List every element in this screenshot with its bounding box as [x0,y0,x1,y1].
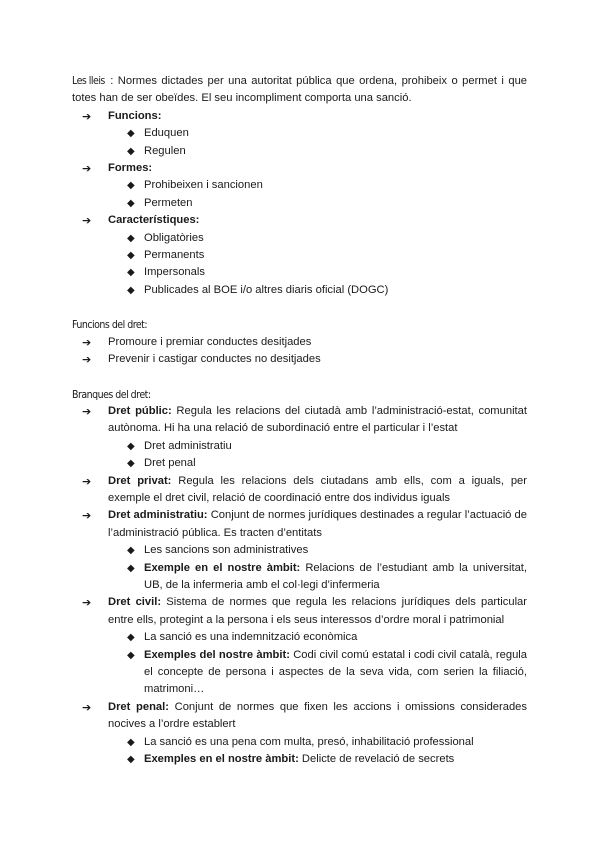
list-item-text: Eduquen [144,127,189,140]
diamond-icon: ◆ [127,197,135,209]
branch-subitem [72,751,527,768]
branch-subitem [72,455,527,472]
branques-list [72,403,527,769]
list-item [72,143,527,160]
diamond-icon: ◆ [127,128,135,140]
branch-subitem [72,438,527,455]
list-item [72,230,527,247]
list-item [72,264,527,281]
list-item-text: Prohibeixen i sancionen [144,179,263,192]
section-title-branques: Branques del dret: [72,387,151,401]
branch-item [72,473,527,508]
list-item [72,195,527,212]
diamond-icon: ◆ [127,267,135,279]
branch-subitem [72,734,527,751]
group-funcions [72,108,527,125]
section-title-funcions-dret: Funcions del dret: [72,318,148,332]
subitem-text: Les sancions son administratives [144,544,309,557]
list-item [72,177,527,194]
list-item-text: Obligatòries [144,231,204,244]
list-item-text: Prevenir i castigar conductes no desitjades [108,353,321,366]
arrow-icon: ➔ [82,474,92,488]
list-item-text: Impersonals [144,266,205,279]
subitem-text: Delicte de revelació de secrets [301,753,455,766]
diamond-icon: ◆ [127,284,135,296]
subitem-text: Relacions de l’estudiant amb la universitat, UB, de la infermeria amb el col·legi d’infermeria [144,561,528,591]
branch-label: Dret penal: [108,700,169,713]
diamond-icon: ◆ [127,736,135,748]
arrow-icon: ➔ [82,700,92,714]
arrow-icon: ➔ [82,509,92,523]
branch-item [72,594,527,629]
branch-subitem [72,647,527,699]
subitem-text: Codi civil comú estatal i codi civil català, regula el concepte de persona i aspectes de la seva vida, com serien la filiació, matrimoni… [144,648,527,696]
diamond-icon: ◆ [127,180,135,192]
diamond-icon: ◆ [127,754,135,766]
list-item [72,247,527,264]
list-item [72,334,527,351]
branch-item [72,507,527,542]
list-item-text: Publicades al BOE i/o altres diaris oficial (DOGC) [144,283,389,296]
group-label: Característiques: [108,214,200,227]
diamond-icon: ◆ [127,458,135,470]
diamond-icon: ◆ [127,232,135,244]
arrow-icon: ➔ [82,404,92,418]
intro-text: Normes dictades per una autoritat pública que ordena, prohibeix o permet i que totes han de ser obeïdes. El seu incompliment comporta una sanció. [72,75,528,105]
group-label: Formes: [108,162,153,175]
branch-subitem [72,542,527,559]
diamond-icon: ◆ [127,649,135,661]
subitem-label: Exemples en el nostre àmbit: [144,753,299,766]
diamond-icon: ◆ [127,632,135,644]
branch-subitem [72,560,527,595]
arrow-icon: ➔ [82,109,92,123]
branch-text: Regula les relacions del ciutadà amb l’administració-estat, comunitat autònoma. Hi ha una relació de subordinació entre el particular i l’estat [108,404,527,435]
branch-label: Dret administratiu: [108,509,208,522]
list-item-text: Permeten [144,196,193,209]
branch-label: Dret privat: [108,474,172,487]
document-page [72,72,527,768]
list-item [72,282,527,299]
list-item [72,125,527,142]
intro-paragraph: Les lleis : Normes dictades per una autoritat pública que ordena, prohibeix o permet i que totes han de ser obeïdes. El seu incompliment comporta una sanció. [72,74,528,105]
diamond-icon: ◆ [127,250,135,262]
list-item-text: Regulen [144,144,186,157]
branch-text: Regula les relacions dels ciutadans amb ells, com a iguals, per exemple el dret civil, relació de coordinació entre dos individus iguals [108,474,528,504]
group-caracteristiques [72,212,527,229]
subitem-text: La sanció es una pena com multa, presó, inhabilitació professional [144,735,474,748]
diamond-icon: ◆ [127,145,135,157]
subitem-label: Exemple en el nostre àmbit: [144,561,301,574]
subitem-label: Exemples del nostre àmbit: [144,648,290,661]
branch-item [72,403,527,438]
arrow-icon: ➔ [82,353,92,367]
list-item [72,351,527,368]
branch-text: Sistema de normes que regula les relacions jurídiques dels particular entre ells, protegint a la persona i els seus interessos d’ordre moral i patrimonial [108,596,527,626]
group-formes [72,160,527,177]
branch-text: Conjunt de normes jurídiques destinades a regular l’actuació de l’administració pública. Es tracten d’entitats [108,509,528,539]
diamond-icon: ◆ [127,545,135,557]
branch-text: Conjunt de normes que fixen les accions i omissions considerades nocives a l’ordre establert [108,700,528,731]
group-label: Funcions: [108,109,162,122]
arrow-icon: ➔ [82,162,92,176]
branch-label: Dret civil: [108,596,162,609]
subitem-text: Dret penal [144,457,196,470]
branch-label: Dret públic: [108,404,172,417]
arrow-icon: ➔ [82,335,92,349]
list-item-text: Promoure i premiar conductes desitjades [108,335,312,348]
diamond-icon: ◆ [127,562,135,574]
arrow-icon: ➔ [82,214,92,228]
arrow-icon: ➔ [82,596,92,610]
list-item-text: Permanents [144,249,205,262]
branch-item [72,699,527,734]
subitem-text: La sanció es una indemnització econòmica [144,631,358,644]
intro-term: Les lleis [72,74,105,87]
subitem-text: Dret administratiu [144,439,232,452]
branch-subitem [72,629,527,646]
diamond-icon: ◆ [127,440,135,452]
